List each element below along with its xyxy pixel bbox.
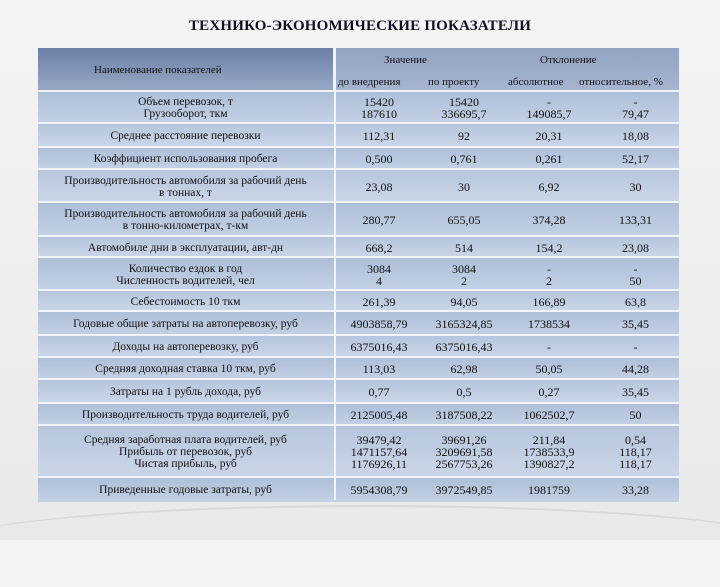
value-before: 2125005,48 [350, 408, 408, 422]
row-label: Коэффициент использования пробега [93, 153, 278, 165]
value-project: 92 [458, 129, 470, 143]
row-label: Годовые общие затраты на автоперевозку, руб [73, 318, 298, 330]
row-label: Производительность автомобиля за рабочий день в тоннах, т [64, 174, 307, 199]
header-name-label: Наименование показателей [94, 64, 222, 76]
header-project-label: по проекту [428, 76, 480, 88]
header-values-cell [336, 48, 679, 90]
table-row [38, 256, 679, 291]
row-label: Объем перевозок, т Грузооборот, ткм [138, 96, 233, 120]
table-row [38, 356, 679, 380]
header-absolute-label: абсолютное [508, 76, 564, 88]
row-label: Производительность труда водителей, руб [81, 409, 290, 421]
deviation-relative: 30 [629, 179, 642, 194]
deviation-relative: 35,45 [622, 385, 649, 399]
value-before: 15420 187610 [361, 95, 397, 121]
deviation-absolute: 1738534 [528, 317, 570, 331]
table-row [38, 310, 679, 336]
value-before: 3084 4 [367, 261, 391, 288]
deviation-relative: 0,54 118,17 118,17 [619, 433, 652, 471]
deviation-absolute: - 2 [546, 261, 552, 288]
value-project: 0,5 [456, 385, 472, 399]
row-label: Производительность автомобиля за рабочий день в тонно-километрах, т-км [64, 208, 307, 232]
value-project: 3084 2 [452, 261, 476, 288]
deviation-absolute: 374,28 [532, 213, 566, 227]
deviation-absolute: 20,31 [535, 129, 563, 143]
table-row [38, 378, 679, 404]
table-row [38, 90, 679, 124]
table-row [38, 402, 679, 426]
value-project: 15420 336695,7 [441, 95, 487, 121]
deviation-absolute: 166,89 [532, 294, 566, 309]
value-before: 280,77 [362, 213, 396, 227]
value-before: 113,03 [362, 362, 396, 376]
value-before: 0,77 [368, 385, 390, 399]
table-row [38, 424, 679, 478]
row-label: Затраты на 1 рубль дохода, руб [109, 386, 262, 398]
value-before: 23,08 [365, 179, 393, 194]
value-project: 39691,26 3209691,58 2567753,26 [435, 433, 493, 471]
column-divider [334, 48, 336, 500]
row-label: Автомобиле дни в эксплуатации, авт-дн [87, 241, 284, 254]
deviation-absolute: 50,05 [535, 362, 563, 376]
table-row [38, 235, 679, 258]
deviation-absolute: 1981759 [528, 483, 570, 497]
value-before: 668,2 [365, 240, 393, 255]
value-before: 5954308,79 [350, 483, 408, 497]
deviation-absolute: 211,84 1738533,9 1390827,2 [523, 433, 575, 471]
row-label: Приведенные годовые затраты, руб [99, 484, 272, 496]
value-project: 514 [455, 240, 473, 255]
header-name-cell [38, 48, 333, 90]
deviation-relative: - 50 [629, 261, 642, 288]
header-before-label: до внедрения [338, 76, 401, 88]
value-before: 112,31 [362, 129, 396, 143]
deviation-relative: - [633, 340, 638, 354]
row-label: Средняя заработная плата водителей, руб Прибыль от перевозок, руб Чистая прибыль, руб [84, 434, 287, 470]
table-row [38, 168, 679, 203]
value-before: 6375016,43 [350, 340, 408, 354]
value-project: 0,761 [450, 152, 478, 166]
deviation-relative: 44,28 [622, 362, 649, 376]
deviation-relative: 133,31 [619, 213, 652, 227]
table-row [38, 146, 679, 170]
deviation-relative: 33,28 [622, 483, 649, 497]
table-row [38, 289, 679, 312]
page-title: ТЕХНИКО-ЭКОНОМИЧЕСКИЕ ПОКАЗАТЕЛИ [188, 18, 532, 34]
value-project: 62,98 [450, 362, 478, 376]
deviation-relative: 52,17 [622, 152, 649, 166]
deviation-absolute: 6,92 [538, 179, 560, 194]
value-project: 6375016,43 [435, 340, 493, 354]
value-project: 30 [458, 179, 470, 194]
deviation-absolute: 0,27 [538, 385, 560, 399]
value-project: 3187508,22 [435, 408, 493, 422]
table-row [38, 476, 679, 502]
deviation-absolute: - [547, 340, 551, 354]
deviation-absolute: 0,261 [535, 152, 563, 166]
deviation-relative: 18,08 [622, 129, 649, 143]
value-project: 3972549,85 [435, 483, 493, 497]
deviation-absolute: - 149085,7 [526, 95, 572, 121]
deviation-relative: 35,45 [622, 317, 649, 331]
row-label: Средняя доходная ставка 10 ткм, руб [95, 363, 276, 375]
deviation-absolute: 154,2 [535, 240, 563, 255]
decorative-swirl [0, 505, 720, 587]
deviation-relative: 23,08 [622, 240, 649, 255]
deviation-absolute: 1062502,7 [523, 408, 575, 422]
table-row [38, 201, 679, 237]
value-before: 4903858,79 [350, 317, 408, 331]
header-value-label: Значение [384, 54, 427, 66]
value-project: 655,05 [447, 213, 481, 227]
row-label: Среднее расстояние перевозки [110, 130, 261, 142]
value-project: 94,05 [450, 294, 478, 309]
header-relative-label: относительное, % [579, 76, 663, 88]
row-label: Количество ездок в год Численность водителей, чел [116, 262, 255, 287]
table-row [38, 334, 679, 358]
value-before: 261,39 [362, 294, 396, 309]
value-before: 0,500 [365, 152, 393, 166]
table-row [38, 122, 679, 148]
deviation-relative: 50 [629, 408, 642, 422]
value-before: 39479,42 1471157,64 1176926,11 [350, 433, 408, 471]
deviation-relative: - 79,47 [622, 95, 649, 121]
row-label: Доходы на автоперевозку, руб [112, 341, 259, 353]
row-label: Себестоимость 10 ткм [130, 295, 241, 308]
header-deviation-label: Отклонение [540, 54, 597, 66]
deviation-relative: 63,8 [625, 294, 646, 309]
value-project: 3165324,85 [435, 317, 493, 331]
